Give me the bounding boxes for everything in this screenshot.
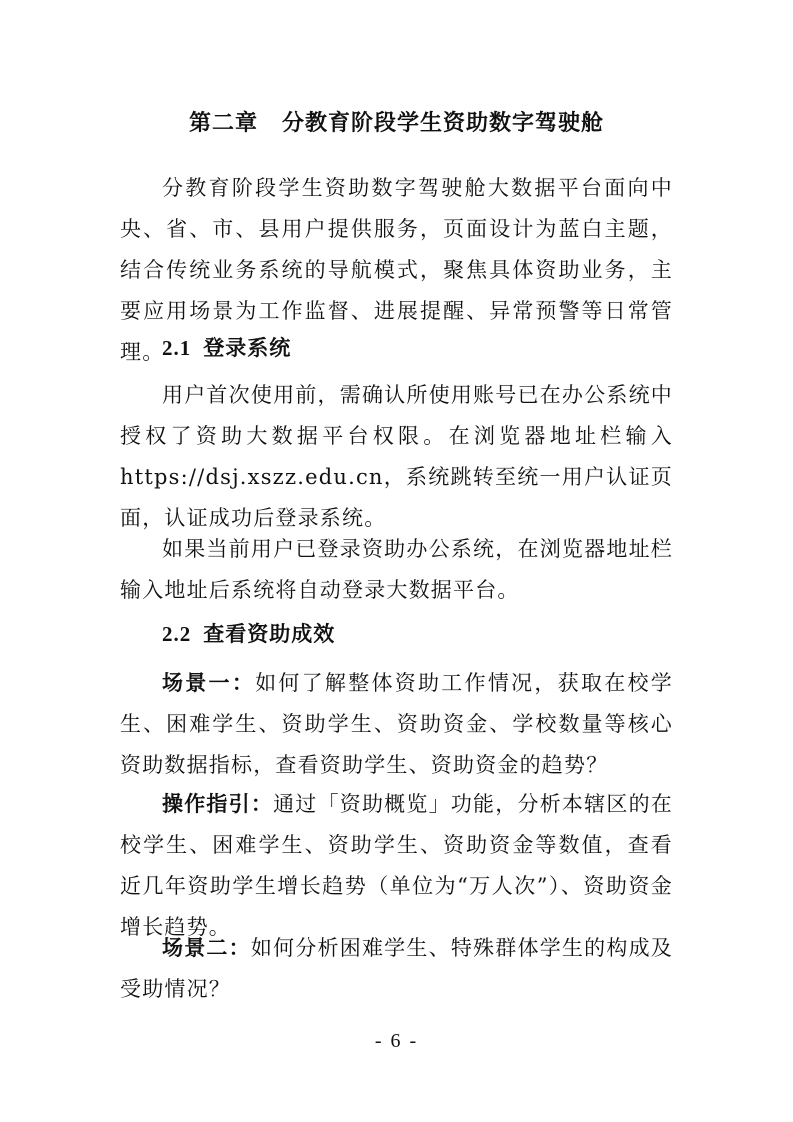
scene-two-lead: 场景二：	[162, 935, 251, 960]
chapter-heading: 分教育阶段学生资助数字驾驶舱	[282, 111, 605, 136]
section-heading-login	[162, 332, 291, 362]
scene-one-text: 如何了解整体资助工作情况，获取在校学生、困难学生、资助学生、资助资金、学校数量等核心资助数据指标，查看资助学生、资助资金的趋势？	[120, 671, 673, 777]
login-paragraph-1: 用户首次使用前，需确认所使用账号已在办公系统中授权了资助大数据平台权限。在浏览器地址栏输入https://dsj.xszz.edu.cn，系统跳转至统一用户认证页面，认证成功后登录系统。	[120, 383, 673, 530]
chapter-label: 第二章	[188, 111, 258, 136]
guide-paragraph	[120, 783, 673, 948]
scene-one-lead: 场景一：	[162, 670, 256, 695]
section-heading-results	[162, 618, 335, 648]
scene-one-paragraph	[120, 662, 673, 786]
section-number: 2.1	[162, 336, 192, 360]
scene-two-text: 如何分析困难学生、特殊群体学生的构成及受助情况？	[120, 936, 673, 1001]
chapter-title	[0, 106, 793, 137]
login-paragraph-2: 如果当前用户已登录资助办公系统，在浏览器地址栏输入地址后系统将自动登录大数据平台。	[120, 537, 673, 602]
guide-text: 通过「资助概览」功能，分析本辖区的在校学生、困难学生、资助学生、资助资金等数值，查看近几年资助学生增长趋势（单位为“万人次”）、资助资金增长趋势。	[120, 792, 673, 939]
section-title: 查看资助成效	[203, 621, 336, 646]
guide-lead: 操作指引：	[162, 791, 274, 816]
intro-paragraph: 分教育阶段学生资助数字驾驶舱大数据平台面向中央、省、市、县用户提供服务，页面设计为蓝白主题，结合传统业务系统的导航模式，聚焦具体资助业务，主要应用场景为工作监督、进展提醒、异常预警等日常管理。	[120, 176, 673, 364]
section-number: 2.2	[162, 622, 192, 646]
section-title: 登录系统	[203, 335, 292, 360]
page-number: - 6 -	[374, 1030, 419, 1052]
scene-two-paragraph	[120, 927, 673, 1010]
